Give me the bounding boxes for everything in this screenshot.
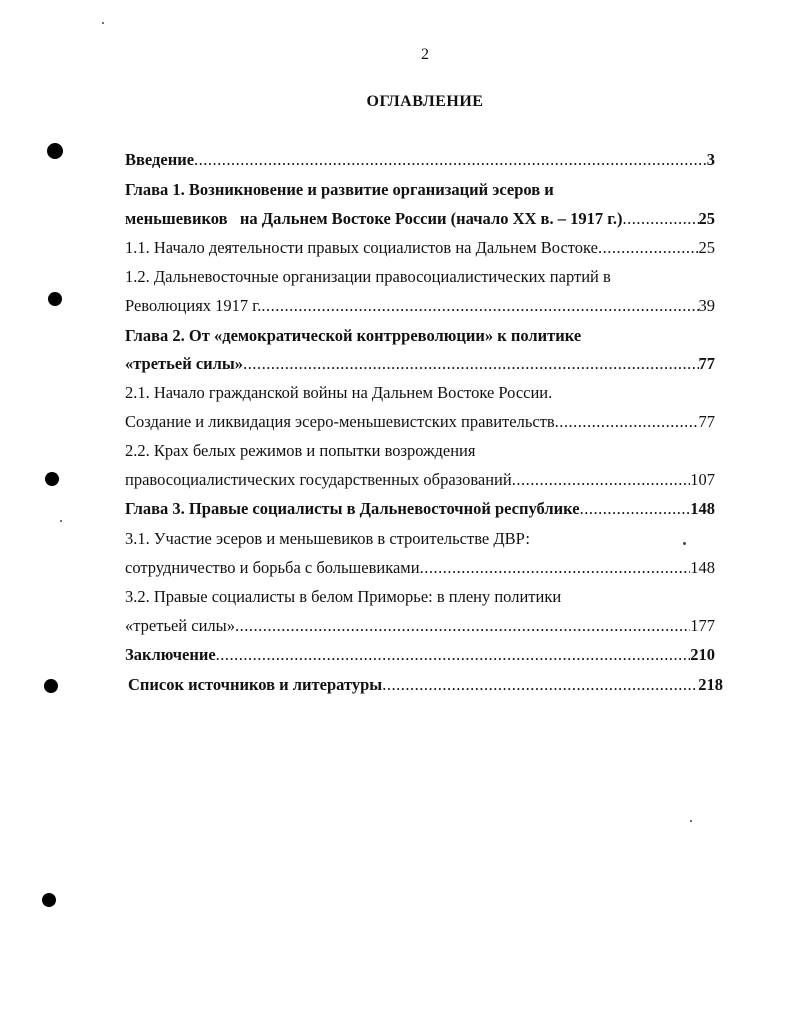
toc-entry-page: 177 [690, 616, 715, 635]
scan-blot [47, 143, 63, 159]
toc-entry-text: 2.2. Крах белых режимов и попытки возрождения [125, 441, 476, 460]
toc-entry-text: «третьей силы» [125, 616, 235, 635]
toc-leader-dots [555, 411, 699, 433]
toc-entry-text: 3.1. Участие эсеров и меньшевиков в строительстве ДВР: [125, 529, 530, 548]
toc-entry-text: Революциях 1917 г. [125, 296, 262, 315]
toc-leader-dots [235, 615, 690, 637]
toc-entry-chapter-1 [125, 179, 715, 201]
page-number: 2 [421, 46, 429, 63]
toc-entry-page: 107 [690, 470, 715, 489]
toc-entry-section-2-1-cont [125, 411, 715, 433]
toc-entry-chapter-2-cont [125, 353, 715, 375]
toc-entry-chapter-2 [125, 325, 715, 347]
toc-entry-text: Список источников и литературы [128, 675, 383, 694]
toc-entry-section-2-2-cont [125, 469, 715, 491]
toc-entry-section-3-2-cont [125, 615, 715, 637]
toc-entry-text: правосоциалистических государственных образований [125, 470, 512, 489]
toc-entry-text: Глава 3. Правые социалисты в Дальневосточной республике [125, 499, 580, 518]
toc-leader-dots [194, 149, 707, 171]
toc-entry-text: Введение [125, 150, 195, 169]
toc-leader-dots [261, 295, 698, 317]
toc-leader-dots [598, 237, 699, 259]
toc-entry-section-2-1 [125, 382, 715, 404]
page-title: ОГЛАВЛЕНИЕ [366, 93, 484, 110]
toc-entry-page: 77 [698, 412, 715, 431]
toc-entry-text: сотрудничество и борьба с большевиками [125, 558, 420, 577]
toc-leader-dots [243, 353, 698, 375]
toc-leader-dots [512, 469, 691, 491]
toc-entry-page: 3 [706, 150, 715, 169]
toc-entry-text: «третьей силы» [125, 354, 244, 373]
toc-entry-text: Глава 1. Возникновение и развитие организаций эсеров и [125, 180, 554, 199]
toc-entry-section-1-2-cont [125, 295, 715, 317]
toc-entry-introduction [125, 149, 715, 171]
toc-entry-text: 1.2. Дальневосточные организации правосоциалистических партий в [125, 267, 611, 286]
scan-blot [42, 893, 56, 907]
toc-entry-page: 39 [698, 296, 715, 315]
toc-entry-text: 3.2. Правые социалисты в белом Приморье: в плену политики [125, 587, 562, 606]
toc-entry-page: 218 [698, 675, 723, 694]
scan-speck [102, 22, 104, 24]
toc-entry-bibliography [128, 674, 723, 696]
toc-entry-text: Создание и ликвидация эсеро-меньшевистских правительств [125, 412, 555, 431]
scan-blot [44, 679, 58, 693]
toc-entry-section-3-2 [125, 586, 715, 608]
toc-leader-dots [216, 644, 691, 666]
toc-entry-section-2-2 [125, 440, 715, 462]
toc-entry-text: Заключение [125, 645, 216, 664]
toc-leader-dots [580, 498, 691, 520]
toc-entry-text: 1.1. Начало деятельности правых социалистов на Дальнем Востоке [125, 238, 598, 257]
toc-entry-section-3-1-cont [125, 557, 715, 579]
toc-entry-chapter-3 [125, 498, 715, 520]
toc-entry-section-3-1 [125, 528, 715, 550]
toc-entry-conclusion [125, 644, 715, 666]
toc-leader-dots [622, 208, 698, 230]
toc-entry-section-1-2 [125, 266, 715, 288]
scan-speck [690, 820, 692, 822]
toc-entry-text: Глава 2. От «демократической контрреволюции» к политике [125, 326, 582, 345]
toc-entry-chapter-1-cont [125, 208, 715, 230]
toc-entry-text: 2.1. Начало гражданской войны на Дальнем Востоке России. [125, 383, 553, 402]
toc-leader-dots [420, 557, 691, 579]
toc-entry-page: 148 [690, 558, 715, 577]
toc-entry-page: 25 [698, 238, 715, 257]
scan-speck [683, 542, 686, 545]
toc-entry-page: 148 [690, 499, 715, 518]
scan-speck [60, 520, 62, 522]
toc-leader-dots [382, 674, 698, 696]
scan-blot [48, 292, 62, 306]
toc-entry-text: меньшевиков на Дальнем Востоке России (начало XX в. – 1917 г.) [125, 209, 623, 228]
scan-blot [45, 472, 59, 486]
toc-entry-page: 210 [690, 645, 715, 664]
toc-entry-page: 25 [698, 209, 715, 228]
toc-entry-page: 77 [698, 354, 715, 373]
toc-entry-section-1-1 [125, 237, 715, 259]
